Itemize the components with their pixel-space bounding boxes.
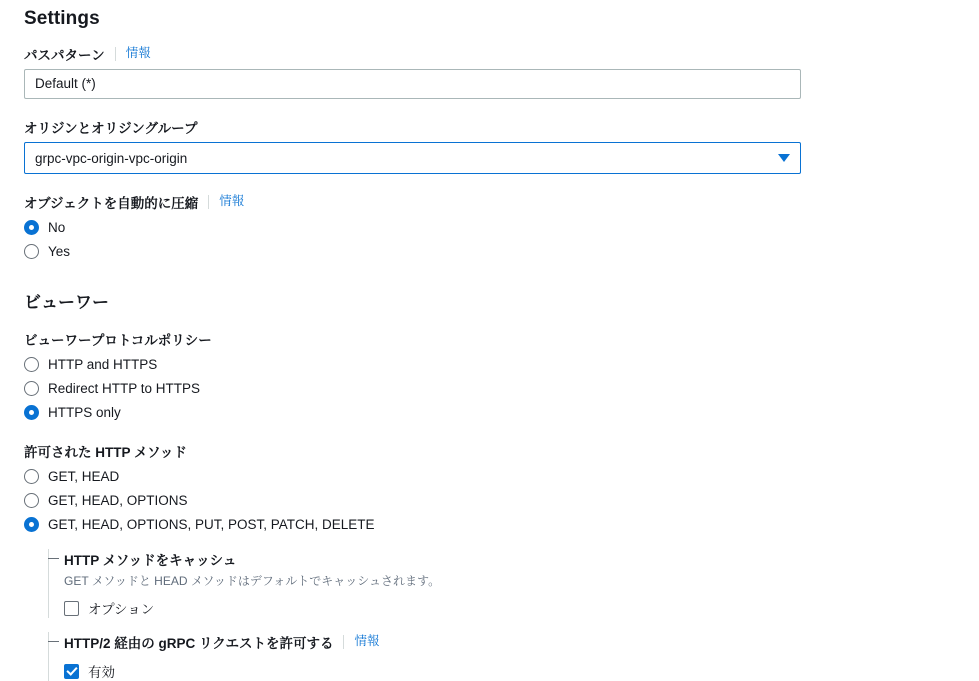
radio-icon — [24, 244, 39, 259]
origin-label — [24, 117, 955, 137]
radio-label: GET, HEAD — [48, 469, 120, 484]
checkbox-icon — [64, 664, 79, 679]
radio-label: GET, HEAD, OPTIONS — [48, 493, 188, 508]
viewer-protocol-policy-label-text: ビューワープロトコルポリシー — [24, 333, 212, 348]
compress-objects-info-link[interactable]: 情報 — [208, 195, 244, 209]
viewer-section-title: ビューワー — [24, 293, 109, 312]
grpc-over-http2-info-link[interactable]: 情報 — [343, 635, 379, 649]
checkbox-cache-options[interactable] — [64, 598, 955, 618]
radio-get-head[interactable] — [24, 466, 955, 487]
origin-label-text: オリジンとオリジングループ — [24, 121, 198, 136]
origin-select[interactable] — [24, 142, 801, 174]
chevron-down-icon — [778, 154, 790, 162]
checkbox-grpc-enabled[interactable] — [64, 661, 955, 681]
radio-icon — [24, 381, 39, 396]
radio-icon — [24, 469, 39, 484]
allowed-http-methods-field — [24, 441, 955, 681]
radio-icon — [24, 517, 39, 532]
radio-label: HTTPS only — [48, 405, 121, 420]
origin-field — [24, 117, 955, 174]
compress-objects-label — [24, 192, 955, 212]
grpc-over-http2-group — [48, 632, 955, 681]
viewer-protocol-policy-label — [24, 329, 955, 349]
checkbox-label: 有効 — [88, 665, 115, 680]
radio-icon — [24, 220, 39, 235]
cache-http-methods-help: GET メソッドと HEAD メソッドはデフォルトでキャッシュされます。 — [64, 574, 441, 588]
checkbox-icon — [64, 601, 79, 616]
allowed-http-methods-label — [24, 441, 955, 461]
radio-redirect-http-to-https[interactable] — [24, 378, 955, 399]
radio-label: No — [48, 220, 66, 235]
radio-label: Yes — [48, 244, 71, 259]
path-pattern-input[interactable]: Default (*) — [24, 69, 801, 99]
viewer-protocol-policy-field — [24, 329, 955, 423]
radio-compress-no[interactable] — [24, 217, 955, 238]
path-pattern-field — [24, 44, 955, 99]
radio-icon — [24, 493, 39, 508]
radio-get-head-options-put-post-patch-delete[interactable] — [24, 514, 955, 535]
cache-http-methods-group — [48, 549, 955, 618]
path-pattern-label-text: パスパターン — [24, 48, 105, 63]
origin-select-value: grpc-vpc-origin-vpc-origin — [35, 150, 188, 166]
grpc-over-http2-label — [64, 632, 955, 652]
radio-label: Redirect HTTP to HTTPS — [48, 381, 201, 396]
compress-objects-label-text: オブジェクトを自動的に圧縮 — [24, 196, 199, 211]
grpc-over-http2-label-text: HTTP/2 経由の gRPC リクエストを許可する — [64, 636, 334, 651]
compress-objects-field — [24, 192, 955, 262]
radio-compress-yes[interactable] — [24, 241, 955, 262]
page-title: Settings — [24, 8, 100, 29]
checkbox-label: オプション — [88, 602, 155, 617]
radio-http-and-https[interactable] — [24, 354, 955, 375]
radio-label: GET, HEAD, OPTIONS, PUT, POST, PATCH, DELETE — [48, 517, 375, 532]
radio-get-head-options[interactable] — [24, 490, 955, 511]
cache-http-methods-label: HTTP メソッドをキャッシュ — [64, 553, 237, 568]
path-pattern-info-link[interactable]: 情報 — [115, 47, 151, 61]
radio-icon — [24, 405, 39, 420]
radio-https-only[interactable] — [24, 402, 955, 423]
radio-icon — [24, 357, 39, 372]
allowed-http-methods-label-text: 許可された HTTP メソッド — [24, 445, 187, 460]
radio-label: HTTP and HTTPS — [48, 357, 158, 372]
path-pattern-label — [24, 44, 955, 64]
settings-page — [0, 8, 979, 681]
